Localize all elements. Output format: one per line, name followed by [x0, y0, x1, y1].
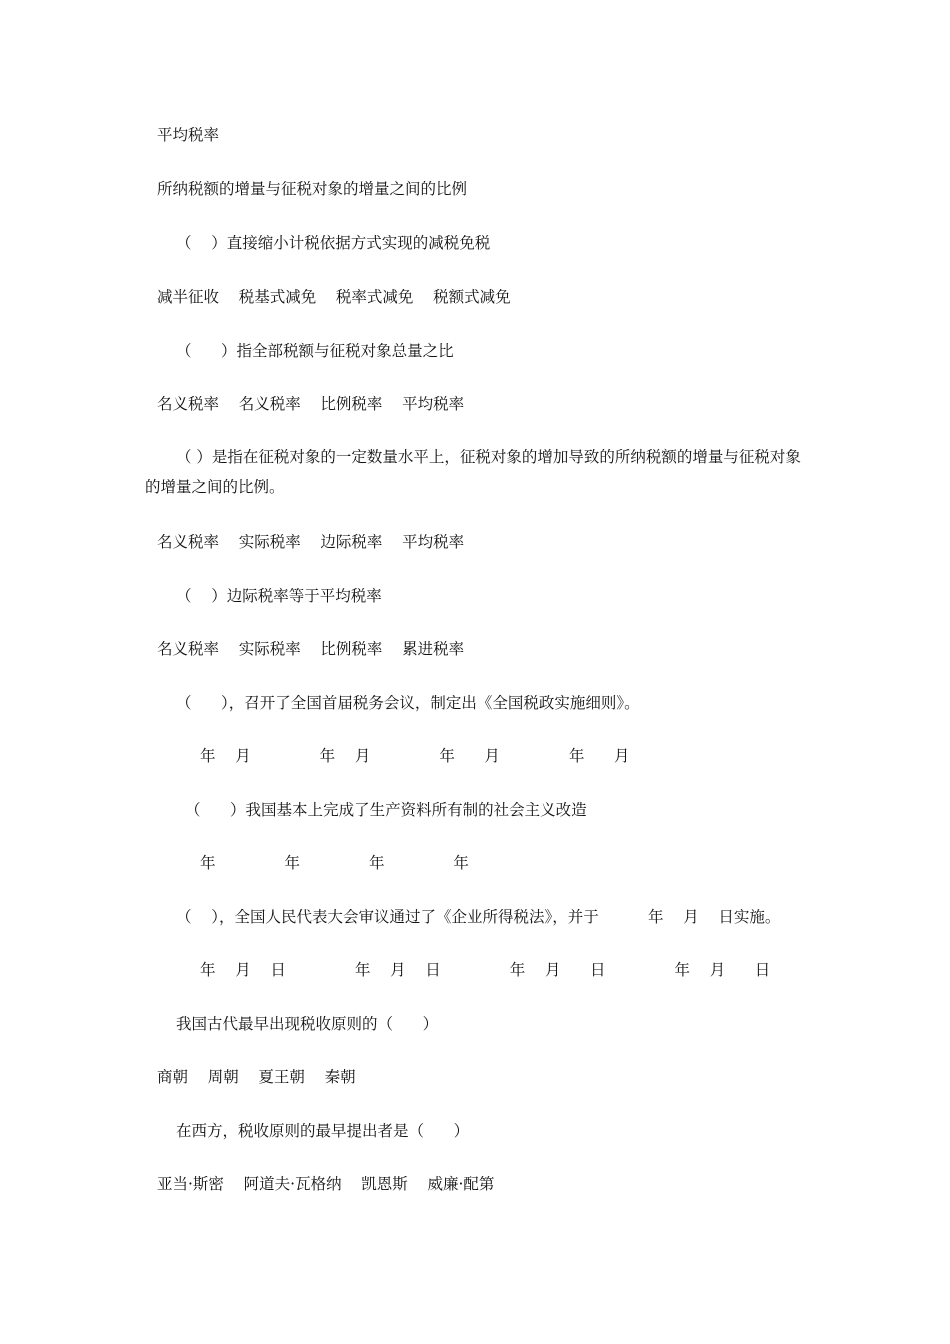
question-1: （ ）直接缩小计税依据方式实现的减税免税: [176, 234, 491, 252]
text-line-2: 所纳税额的增量与征税对象的增量之间的比例: [157, 180, 468, 198]
question-5: （ ），召开了全国首届税务会议，制定出《全国税政实施细则》。: [176, 694, 640, 712]
options-9: 亚当·斯密 阿道夫·瓦格纳 凯恩斯 威廉·配第: [157, 1175, 495, 1193]
question-8: 我国古代最早出现税收原则的（ ）: [176, 1015, 439, 1033]
options-7: 年 月 日 年 月 日 年 月 日 年 月 日: [200, 961, 771, 979]
options-3: 名义税率 实际税率 边际税率 平均税率: [157, 533, 465, 551]
question-7: （ ），全国人民代表大会审议通过了《企业所得税法》，并于 年 月 日实施。: [176, 908, 781, 926]
question-6: （ ）我国基本上完成了生产资料所有制的社会主义改造: [185, 801, 587, 819]
options-4: 名义税率 实际税率 比例税率 累进税率: [157, 640, 465, 658]
options-1: 减半征收 税基式减免 税率式减免 税额式减免: [157, 288, 511, 306]
options-8: 商朝 周朝 夏王朝 秦朝: [157, 1068, 356, 1086]
question-2: （ ）指全部税额与征税对象总量之比: [176, 342, 454, 360]
options-2: 名义税率 名义税率 比例税率 平均税率: [157, 395, 465, 413]
text-line-1: 平均税率: [157, 126, 220, 144]
question-9: 在西方，税收原则的最早提出者是（ ）: [176, 1122, 470, 1140]
question-4: （ ）边际税率等于平均税率: [176, 587, 382, 605]
options-5: 年 月 年 月 年 月 年 月: [200, 747, 630, 765]
options-6: 年 年 年 年: [200, 854, 469, 872]
question-3: （ ）是指在征税对象的一定数量水平上，征税对象的增加导致的所纳税额的增量与征税对象的增量之间的比例。: [145, 448, 801, 496]
